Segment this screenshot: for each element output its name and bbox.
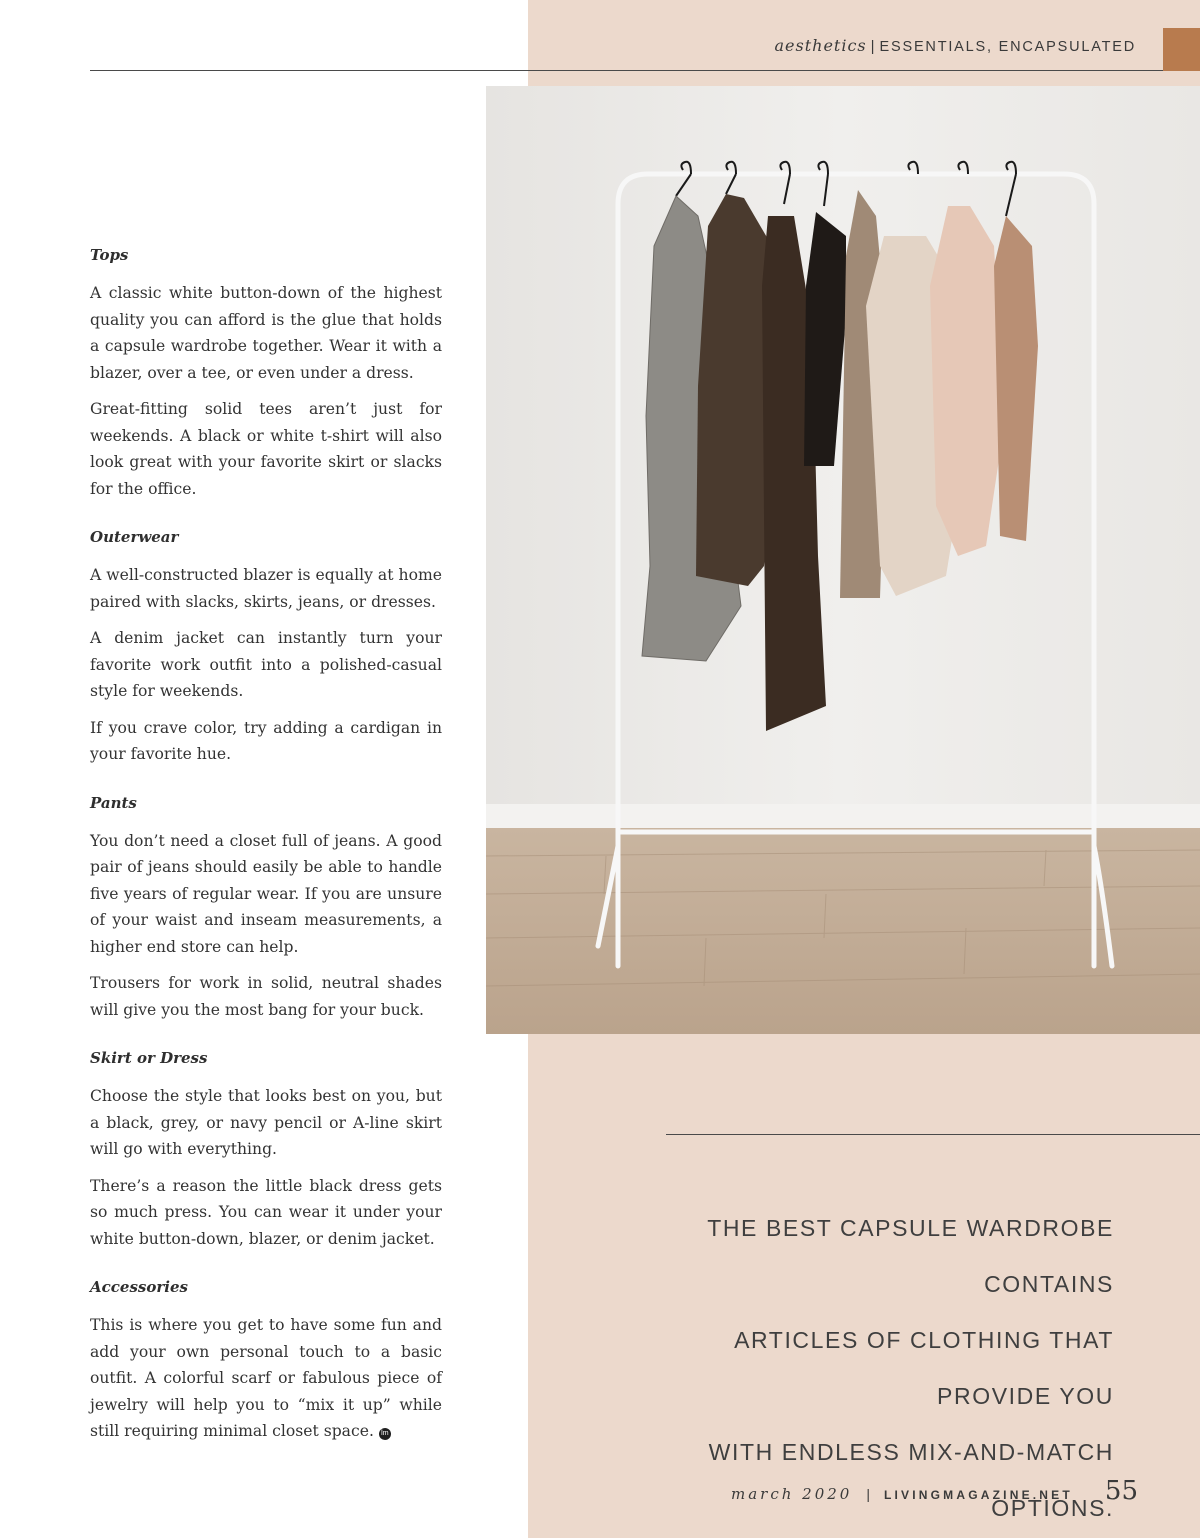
paragraph-with-end-mark (90, 1312, 442, 1445)
page-footer (731, 1476, 1138, 1506)
footer-separator: | (866, 1486, 870, 1502)
paragraph: A classic white button-down of the highest quality you can afford is the glue that holds a capsule wardrobe together. Wear it with a blazer, over a tee, or even under a dress. (90, 284, 442, 382)
running-header (774, 36, 1136, 55)
section-tops (90, 246, 442, 502)
paragraph: If you crave color, try adding a cardigan in your favorite hue. (90, 718, 442, 763)
paragraph: Choose the style that looks best on you, but a black, grey, or navy pencil or A-line skirt will go with everything. (90, 1087, 442, 1158)
header-separator: | (870, 38, 876, 55)
section-heading: Tops (90, 246, 129, 264)
paragraph: There’s a reason the little black dress gets so much press. You can wear it under your white button-down, blazer, or denim jacket. (90, 1176, 442, 1248)
header-accent-block (1163, 28, 1200, 71)
section-pants (90, 794, 442, 1024)
pull-quote-line: THE BEST CAPSULE WARDROBE CONTAINS (707, 1215, 1114, 1297)
paragraph: Trousers for work in solid, neutral shades will give you the most bang for your buck. (90, 974, 442, 1019)
clothing-rack-photo (486, 86, 1200, 1034)
section-heading: Accessories (90, 1278, 188, 1296)
end-mark-icon: lm (379, 1428, 391, 1440)
section-skirt-or-dress (90, 1049, 442, 1252)
section-heading: Outerwear (90, 528, 179, 546)
paragraph: Great-fitting solid tees aren’t just for weekends. A black or white t-shirt will also look great with your favorite skirt or slacks for the office. (90, 400, 442, 498)
paragraph-text: This is where you get to have some fun and add your own personal touch to a basic outfit. A colorful scarf or fabulous piece of jewelry will help you to “mix it up” while still requiring minimal closet space. (90, 1316, 442, 1440)
section-heading: Pants (90, 793, 137, 812)
header-rule (90, 70, 1163, 71)
header-title: ESSENTIALS, ENCAPSULATED (879, 39, 1136, 55)
header-section: aesthetics (774, 36, 867, 55)
pull-quote-line: ARTICLES OF CLOTHING THAT PROVIDE YOU (734, 1327, 1114, 1409)
section-accessories (90, 1278, 442, 1445)
article-body (90, 246, 442, 1471)
section-outerwear (90, 528, 442, 768)
paragraph: A denim jacket can instantly turn your favorite work outfit into a polished-casual style for weekends. (90, 629, 442, 700)
section-heading: Skirt or Dress (90, 1049, 208, 1067)
paragraph: A well-constructed blazer is equally at home paired with slacks, skirts, jeans, or dresses. (90, 566, 442, 611)
footer-site: LIVINGMAGAZINE.NET (883, 1488, 1073, 1502)
paragraph: You don’t need a closet full of jeans. A good pair of jeans should easily be able to handle five years of regular wear. If you are unsure of your waist and inseam measurements, a higher end store can help. (90, 831, 442, 956)
page-number: 55 (1104, 1476, 1138, 1506)
footer-date: march 2020 (730, 1485, 853, 1503)
pull-quote-line: WITH ENDLESS MIX-AND-MATCH OPTIONS. (708, 1439, 1114, 1521)
pull-quote-rule (666, 1134, 1200, 1135)
